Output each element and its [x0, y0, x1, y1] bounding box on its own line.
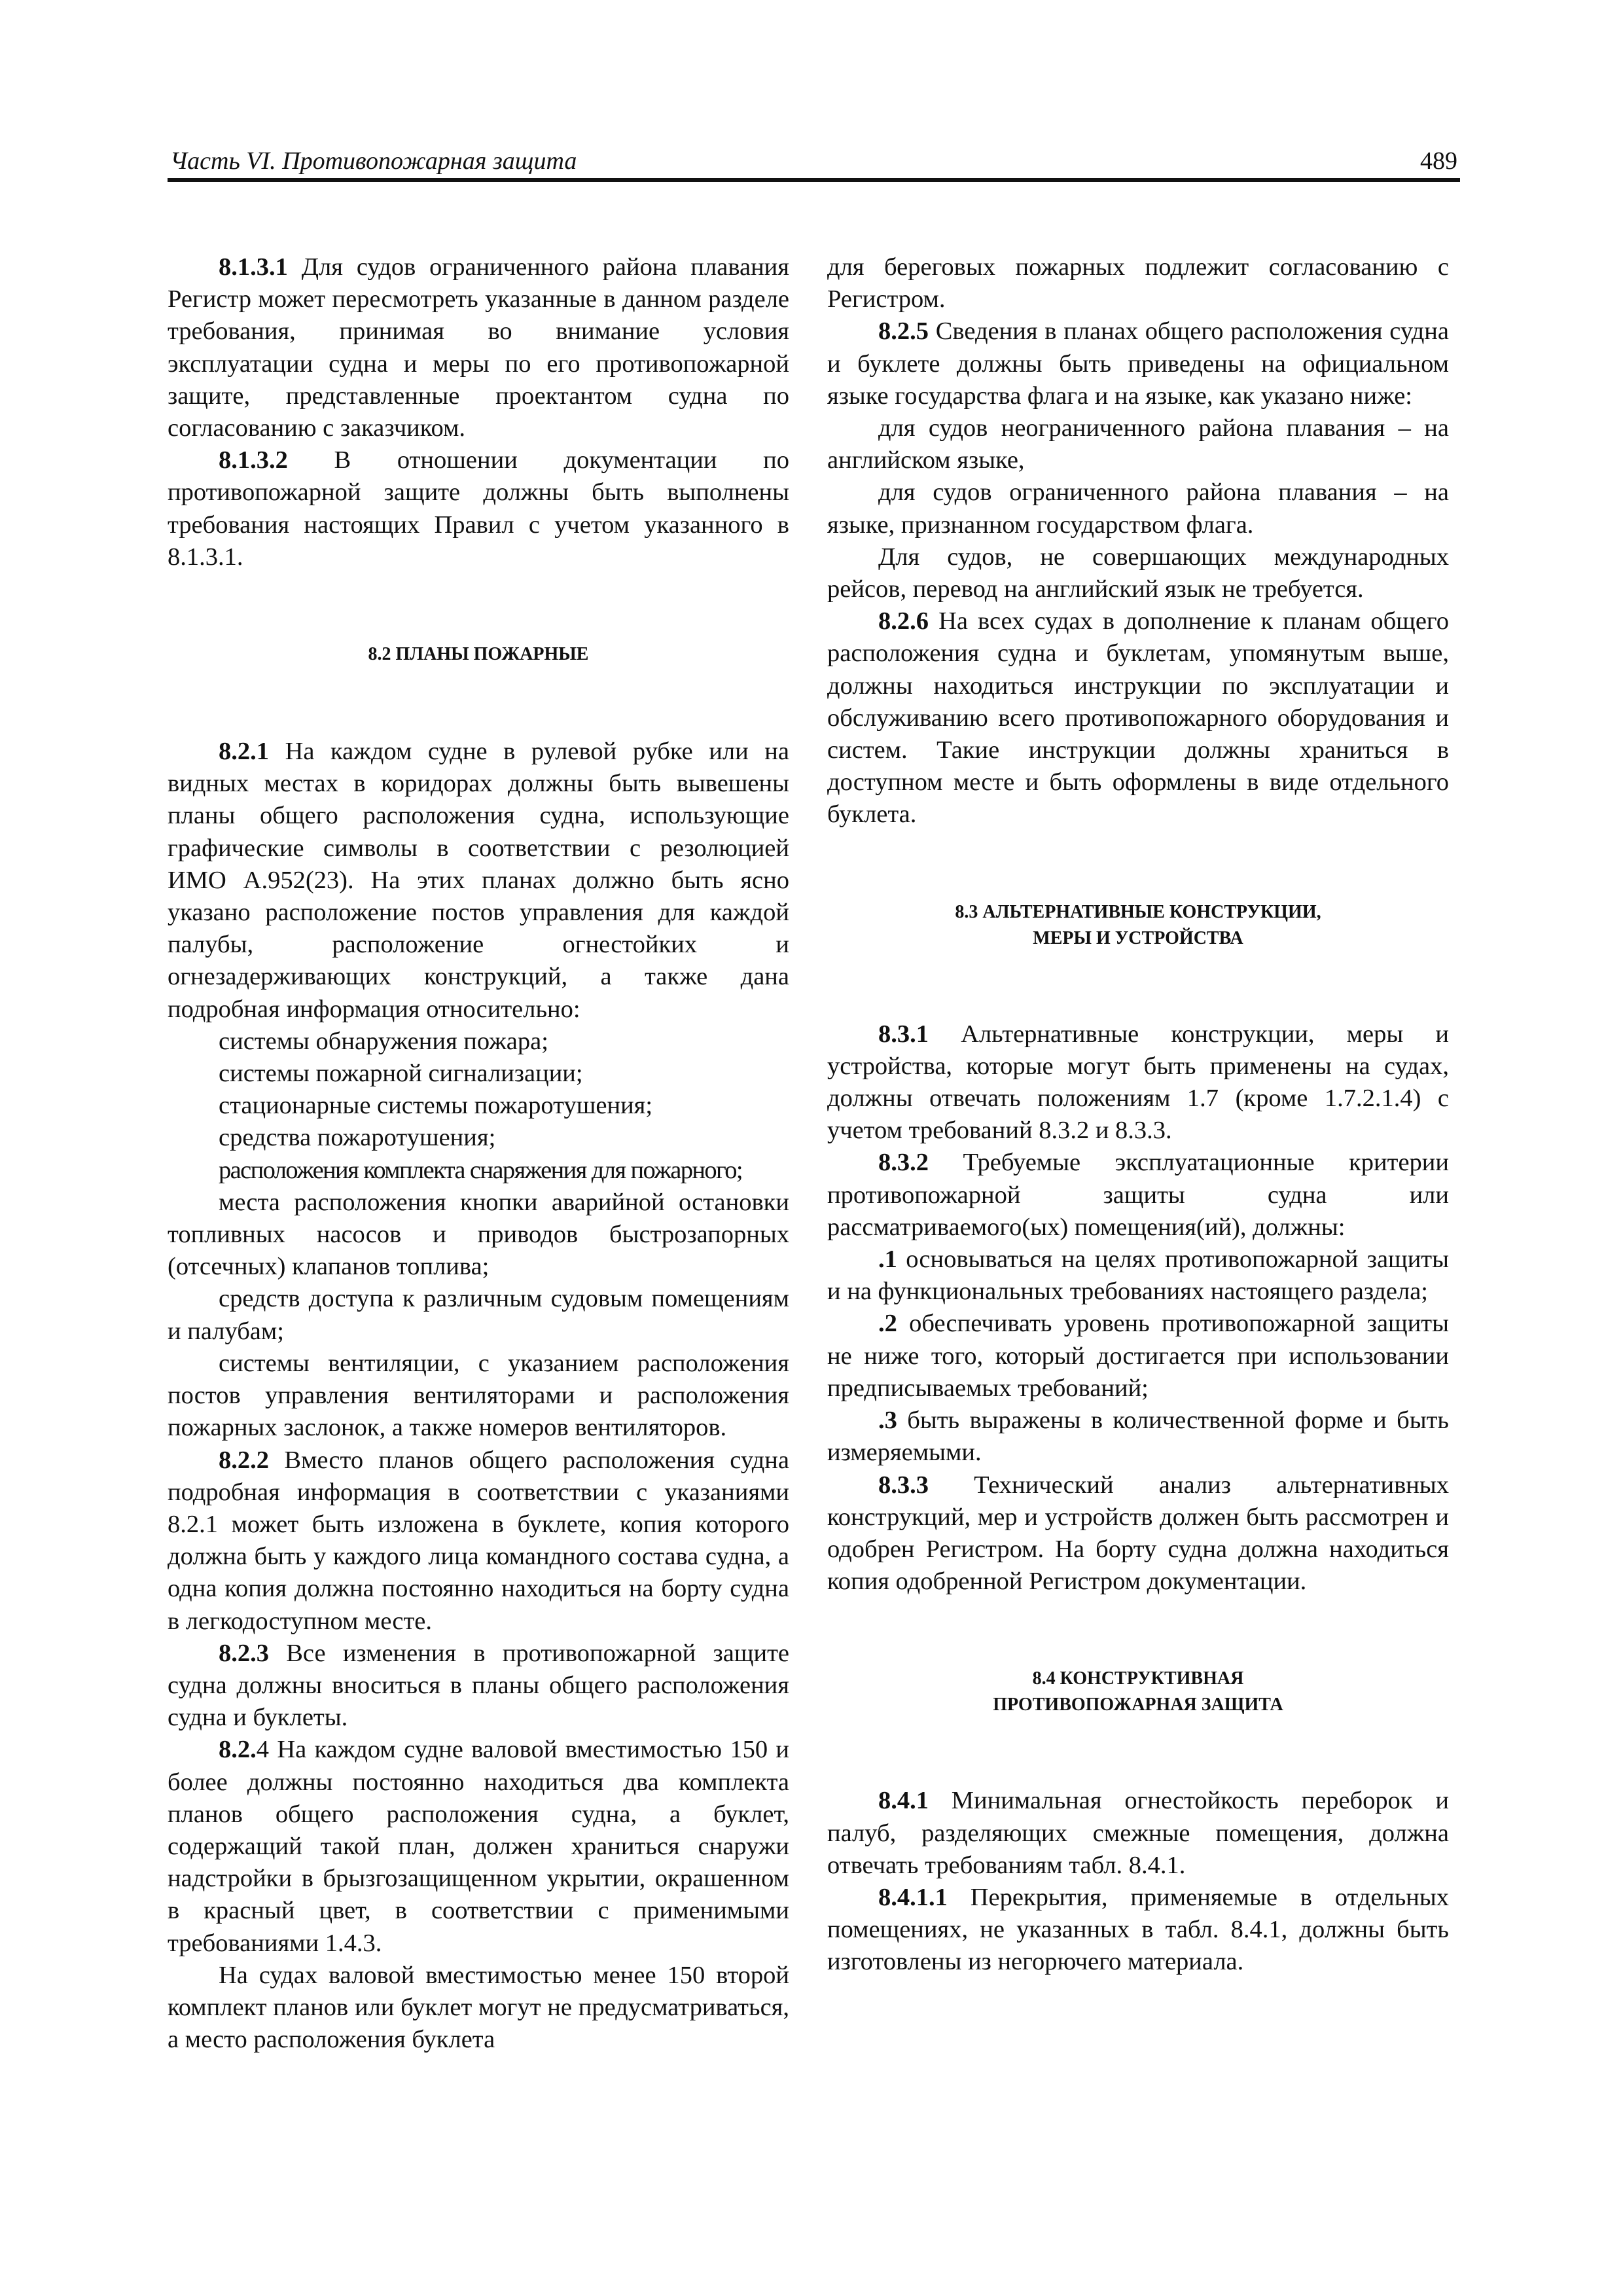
paragraph-8-2-4: 8.2.4 На каждом судне валовой вместимостью 150 и более должны постоянно находиться два комплекта планов общего расположения судна, а буклет, содержащий такой план, должен храниться снаружи надстройки в брызгозащищенном укрытии, окрашенном в красный цвет, в соответствии с применимыми требованиями 1.4.3. [168, 1736, 789, 1957]
list-item: системы вентиляции, с указанием расположения постов управления вентиляторами и расположения пожарных заслонок, а также номеров вентиляторов. [168, 1349, 789, 1442]
criterion-item-2: .2 обеспечивать уровень противопожарной защиты не ниже того, который достигается при использовании предписываемых требований; [827, 1310, 1449, 1402]
paragraph-8-2-1: 8.2.1 На каждом судне в рулевой рубке или на видных местах в коридорах должны быть вывешены планы общего расположения судна, использующие графические символы в соответствии с резолюцией ИМО А.952(23). На этих планах должно быть ясно указано расположение постов управления для каждой палубы, расположение огнестойких и огнезадерживающих конструкций, а также дана подробная информация относительно: [168, 738, 789, 1023]
language-item-unrestricted: для судов неограниченного района плавания – на английском языке, [827, 414, 1449, 475]
paragraph-8-3-3: 8.3.3 Технический анализ альтернативных конструкций, мер и устройств должен быть рассмотрен и одобрен Регистром. На борту судна должна находиться копия одобренной Регистром документации. [827, 1471, 1449, 1596]
left-column [168, 251, 789, 2056]
paragraph-8-2-4-continued: На судах валовой вместимостью менее 150 второй комплект планов или буклет могут не предусматриваться, а место расположения буклета [168, 1961, 789, 2054]
list-item: системы пожарной сигнализации; [219, 1060, 583, 1088]
section-heading-8-2: 8.2 ПЛАНЫ ПОЖАРНЫЕ [368, 644, 589, 665]
non-international-note: Для судов, не совершающих международных рейсов, перевод на английский язык не требуется. [827, 543, 1449, 603]
list-item: стационарные системы пожаротушения; [219, 1092, 653, 1120]
paragraph-8-1-3-2: 8.1.3.2 В отношении документации по противопожарной защите должны быть выполнены требования настоящих Правил с учетом указанного в 8.1.3.1. [168, 446, 789, 571]
right-column [827, 251, 1449, 1979]
paragraph-8-2-6: 8.2.6 На всех судах в дополнение к планам общего расположения судна и буклетам, упомянутым выше, должны находиться инструкции по эксплуатации и обслуживанию всего противопожарного оборудования и систем. Такие инструкции должны храниться в доступном месте и быть оформлены в виде отдельного буклета. [827, 607, 1449, 829]
running-title: Часть VI. Противопожарная защита [170, 147, 577, 175]
list-item: средства пожаротушения; [219, 1124, 496, 1152]
section-heading-8-3: 8.3 АЛЬТЕРНАТИВНЫЕ КОНСТРУКЦИИ, МЕРЫ И УСТРОЙСТВА [955, 901, 1321, 948]
paragraph-8-2-5: 8.2.5 Сведения в планах общего расположения судна и буклете должны быть приведены на официальном языке государства флага и на языке, как указано ниже: [827, 317, 1449, 410]
paragraph-8-3-1: 8.3.1 Альтернативные конструкции, меры и устройства, которые могут быть применены на судах, должны отвечать положениям 1.7 (кроме 1.7.2.1.4) с учетом требований 8.3.2 и 8.3.3. [827, 1020, 1449, 1145]
page-number: 489 [1420, 147, 1457, 175]
paragraph-8-3-2: 8.3.2 Требуемые эксплуатационные критерии противопожарной защиты судна или рассматриваемого(ых) помещения(ий), должны: [827, 1149, 1449, 1241]
criterion-item-3: .3 быть выражены в количественной форме и быть измеряемыми. [827, 1407, 1449, 1467]
paragraph-8-4-1-1: 8.4.1.1 Перекрытия, применяемые в отдельных помещениях, не указанных в табл. 8.4.1, должны быть изготовлены из негорючего материала. [827, 1883, 1449, 1976]
language-item-restricted: для судов ограниченного района плавания – на языке, признанном государством флага. [827, 478, 1449, 539]
paragraph-8-2-2: 8.2.2 Вместо планов общего расположения судна подробная информация в соответствии с указаниями 8.2.1 может быть изложена в буклете, копия которого должна быть у каждого лица командного состава судна, а одна копия должна постоянно находиться на борту судна в легкодоступном месте. [168, 1446, 789, 1635]
paragraph-continuation: для береговых пожарных подлежит согласованию с Регистром. [827, 253, 1449, 314]
list-item: системы обнаружения пожара; [219, 1027, 548, 1055]
paragraph-8-1-3-1: 8.1.3.1 Для судов ограниченного района плавания Регистр может пересмотреть указанные в данном разделе требования, принимая во внимание условия эксплуатации судна и меры по его противопожарной защите, представленные проектантом судна по согласованию с заказчиком. [168, 253, 789, 442]
list-item: места расположения кнопки аварийной остановки топливных насосов и приводов быстрозапорных (отсечных) клапанов топлива; [168, 1188, 789, 1281]
section-heading-8-4: 8.4 КОНСТРУКТИВНАЯ ПРОТИВОПОЖАРНАЯ ЗАЩИТА [993, 1668, 1283, 1715]
paragraph-8-2-3: 8.2.3 Все изменения в противопожарной защите судна должны вноситься в планы общего расположения судна и буклеты. [168, 1639, 789, 1732]
page-header [168, 143, 1460, 182]
criterion-item-1: .1 основываться на целях противопожарной защиты и на функциональных требованиях настоящего раздела; [827, 1246, 1449, 1306]
list-item: средств доступа к различным судовым помещениям и палубам; [168, 1285, 789, 1345]
list-item: расположения комплекта снаряжения для пожарного; [219, 1156, 742, 1184]
paragraph-8-4-1: 8.4.1 Минимальная огнестойкость переборок и палуб, разделяющих смежные помещения, должна отвечать требованиям табл. 8.4.1. [827, 1787, 1449, 1879]
